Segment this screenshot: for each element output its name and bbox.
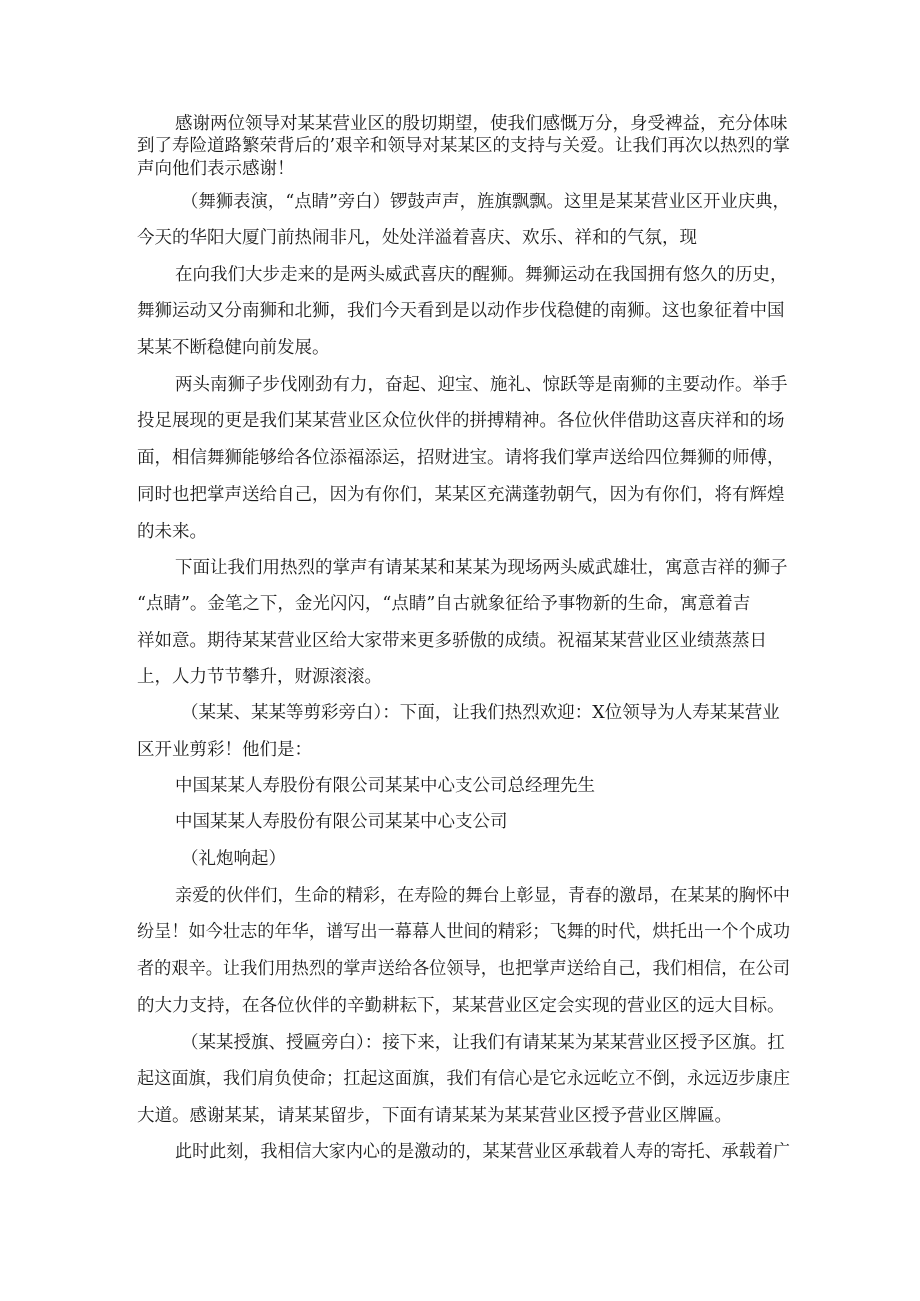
text-line: 者的艰辛。让我们用热烈的掌声送给各位领导，也把掌声送给自己，我们相信，在公司 [137,959,791,979]
text-line: （某某授旗、授匾旁白）：接下来，让我们有请某某为某某营业区授予区旗。扛 [181,1033,785,1053]
text-line: 的未来。 [137,522,207,542]
text-line: “点睛”。金笔之下，金光闪闪，“点睛”自古就象征给予事物新的生命，寓意着吉 [137,594,751,614]
text-line: 下面让我们用热烈的掌声有请某某和某某为现场两头威武雄壮，寓意吉祥的狮子 [175,558,788,578]
text-line: 区开业剪彩！他们是： [137,740,312,760]
text-line: 祥如意。期待某某营业区给大家带来更多骄傲的成绩。祝福某某营业区业绩蒸蒸日 [137,631,767,651]
text-line: （礼炮响起） [181,849,286,869]
text-line: 的大力支持，在各位伙伴的辛勤耕耘下，某某营业区定会实现的营业区的远大目标。 [137,996,785,1016]
text-line: 两头南狮子步伐刚劲有力，奋起、迎宝、施礼、惊跃等是南狮的主要动作。举手 [175,375,788,395]
text-line: 某某不断稳健向前发展。 [137,338,330,358]
text-line: 上，人力节节攀升，财源滚滚。 [137,667,382,687]
text-line: 此时此刻，我相信大家内心的是激动的，某某营业区承载着人寿的寄托、承载着广 [175,1142,791,1162]
text-line: 纷呈！如今壮志的年华，谱写出一幕幕人世间的精彩；飞舞的时代，烘托出一个个成功 [137,922,791,942]
text-line: 大道。感谢某某，请某某留步，下面有请某某为某某营业区授予营业区牌匾。 [137,1106,732,1126]
text-line: （舞狮表演，“点睛”旁白）锣鼓声声，旌旗飘飘。这里是某某营业区开业庆典， [181,192,790,212]
text-line: 亲爱的伙伴们，生命的精彩，在寿险的舞台上彰显，青春的激昂，在某某的胸怀中 [175,886,791,906]
text-line: 起这面旗，我们肩负使命；扛起这面旗，我们有信心是它永远屹立不倒，永远迈步康庄 [137,1069,791,1089]
text-line: 声向他们表示感谢！ [137,159,295,179]
text-line: 感谢两位领导对某某营业区的殷切期望，使我们感慨万分，身受裨益，充分体味 [175,114,788,134]
text-line: 在向我们大步走来的是两头威武喜庆的醒狮。舞狮运动在我国拥有悠久的历史， [175,265,788,285]
text-line: 同时也把掌声送给自己，因为有你们，某某区充满蓬勃朝气，因为有你们，将有辉煌 [137,485,785,505]
text-line: 面，相信舞狮能够给各位添福添运，招财进宝。请将我们掌声送给四位舞狮的师傅， [137,448,785,468]
text-line: 舞狮运动又分南狮和北狮，我们今天看到是以动作步伐稳健的南狮。这也象征着中国 [137,301,785,321]
text-line: 到了寿险道路繁荣背后的’艰辛和领导对某某区的支持与关爱。让我们再次以热烈的掌 [137,136,791,156]
text-line: 中国某某人寿股份有限公司某某中心支公司 [175,812,508,832]
text-line: 中国某某人寿股份有限公司某某中心支公司总经理先生 [175,776,595,796]
text-line: 今天的华阳大厦门前热闹非凡，处处洋溢着喜庆、欢乐、祥和的气氛，现 [137,228,697,248]
text-line: 投足展现的更是我们某某营业区众位伙伴的拼搏精神。各位伙伴借助这喜庆祥和的场 [137,411,785,431]
text-line: （某某、某某等剪彩旁白）：下面，让我们热烈欢迎：X位领导为人寿某某营业 [181,703,780,723]
